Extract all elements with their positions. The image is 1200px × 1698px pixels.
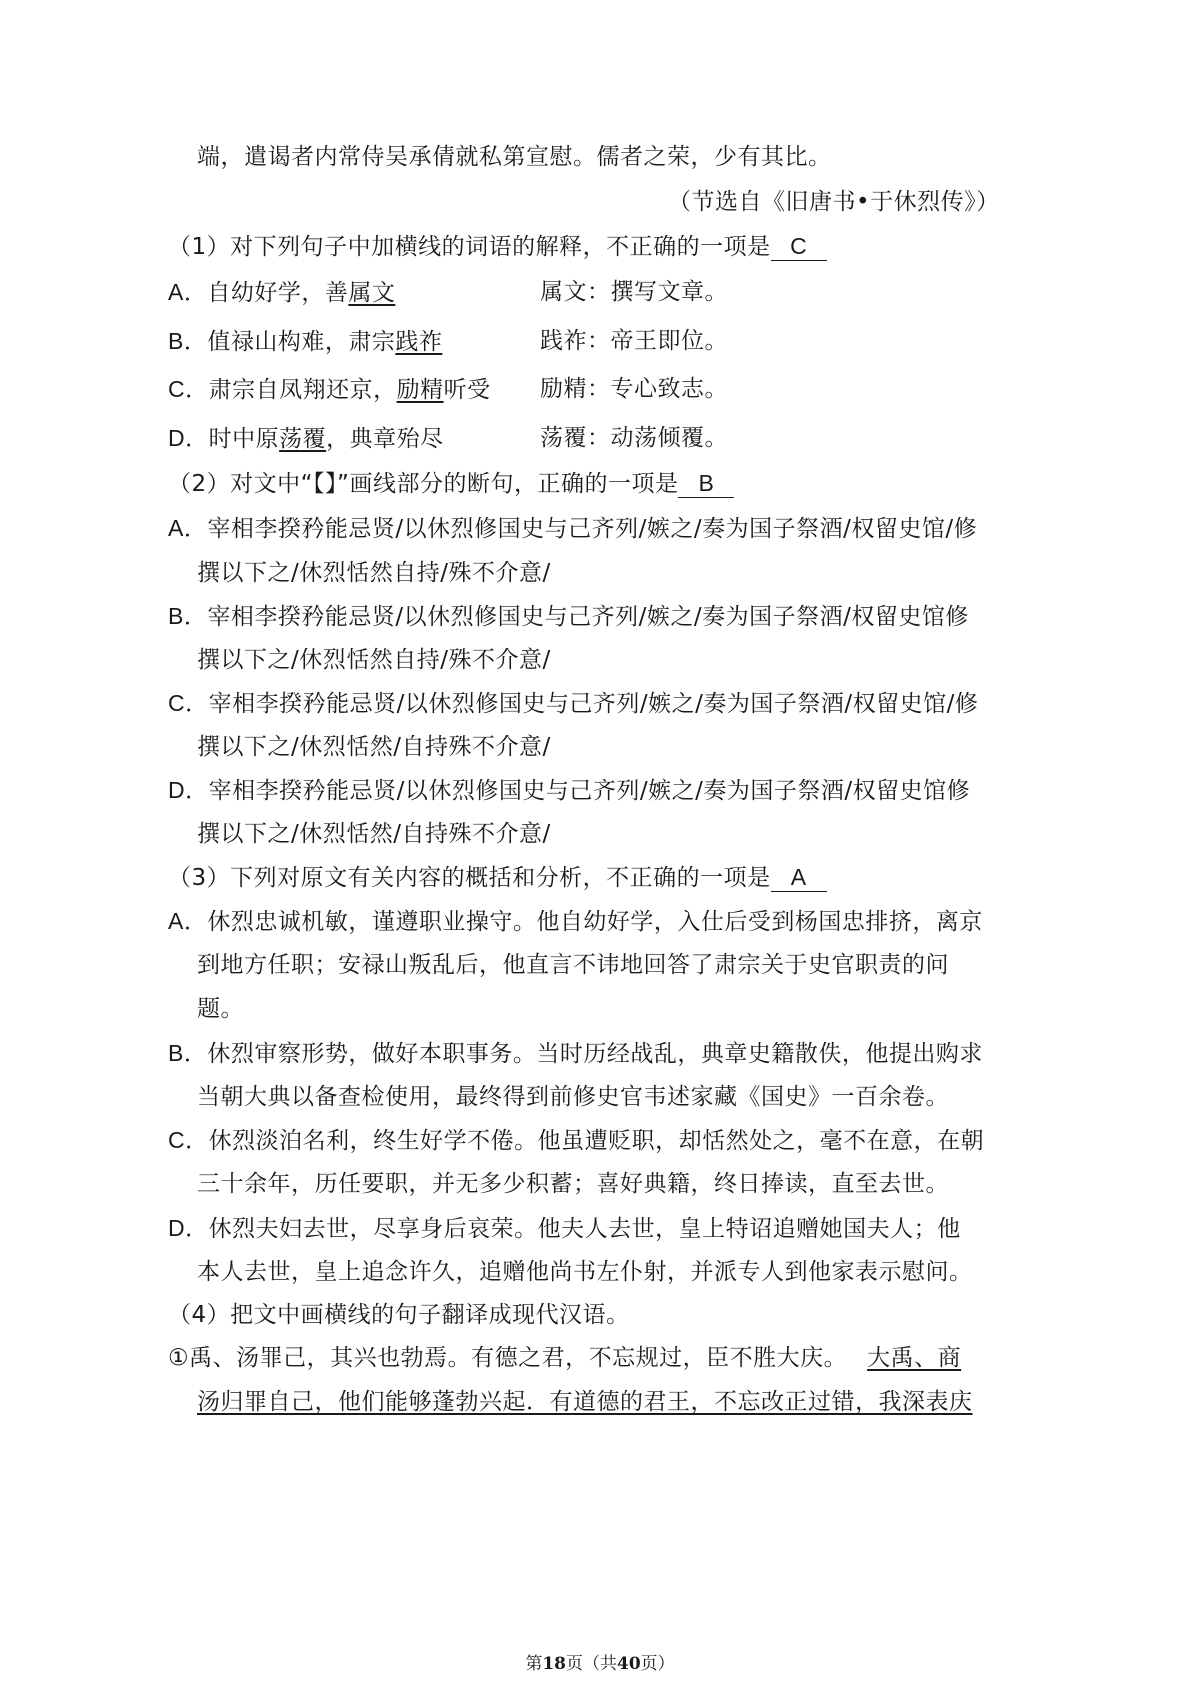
page-footer xyxy=(0,1653,1200,1675)
option-letter: D． xyxy=(168,777,209,803)
footer-page-number: 18 xyxy=(542,1654,566,1674)
question-1-stem-text: （1）对下列句子中加横线的词语的解释，不正确的一项是 xyxy=(168,234,771,260)
option-text: 时中原 xyxy=(208,426,280,452)
underlined-word: 励精 xyxy=(396,377,444,403)
option-letter: D． xyxy=(168,1215,209,1241)
question-1-option-a-explanation: 属文：撰写文章。 xyxy=(540,279,728,305)
question-2-option-c xyxy=(168,687,978,720)
question-3-stem-text: （3）下列对原文有关内容的概括和分析，不正确的一项是 xyxy=(168,865,771,891)
question-2-option-b xyxy=(168,600,969,633)
option-letter: B． xyxy=(168,603,208,629)
question-2-option-a-cont: 撰以下之/休烈恬然自持/殊不介意/ xyxy=(197,560,551,586)
option-text: 肃宗自凤翔还京， xyxy=(208,377,397,403)
option-text: 休烈忠诚机敏，谨遵职业操守。他自幼好学，入仕后受到杨国忠排挤，离京 xyxy=(207,909,983,935)
passage-source: （节选自《旧唐书•于休烈传》） xyxy=(668,189,1000,215)
item-1-sentence: ①禹、汤罪己，其兴也勃焉。有德之君，不忘规过，臣不胜大庆。 xyxy=(168,1345,848,1371)
option-letter: B． xyxy=(168,1040,208,1066)
question-1-option-d xyxy=(168,422,444,455)
question-2-option-d-cont: 撰以下之/休烈恬然/自持殊不介意/ xyxy=(197,821,551,847)
question-3-option-a-cont: 到地方任职；安禄山叛乱后，他直言不讳地回答了肃宗关于史官职责的问 xyxy=(197,952,949,978)
question-1-answer: C xyxy=(771,232,827,261)
footer-pre: 第 xyxy=(525,1654,543,1674)
question-3-option-d-cont: 本人去世，皇上追念许久，追赠他尚书左仆射，并派专人到他家表示慰问。 xyxy=(197,1259,973,1285)
question-1-option-d-explanation: 荡覆：动荡倾覆。 xyxy=(540,425,728,451)
question-3-option-b-cont: 当朝大典以备查检使用，最终得到前修史官韦述家藏《国史》一百余卷。 xyxy=(197,1084,949,1110)
question-2-option-d xyxy=(168,774,970,807)
question-2-option-c-cont: 撰以下之/休烈恬然/自持殊不介意/ xyxy=(197,734,551,760)
question-2-answer: B xyxy=(678,469,734,498)
option-letter: A． xyxy=(168,515,208,541)
option-letter: C． xyxy=(168,376,209,402)
question-2-stem xyxy=(168,468,734,500)
option-letter: C． xyxy=(168,690,209,716)
question-4-stem: （4）把文中画横线的句子翻译成现代汉语。 xyxy=(168,1302,630,1328)
option-text: 休烈淡泊名利，终生好学不倦。他虽遭贬职，却恬然处之，毫不在意，在朝 xyxy=(208,1128,985,1154)
option-text-post: 听受 xyxy=(443,377,491,403)
option-text: 宰相李揆矜能忌贤/以休烈修国史与己齐列/嫉之/奏为国子祭酒/权留史馆修 xyxy=(207,604,969,630)
question-1-stem xyxy=(168,231,827,263)
option-letter: A． xyxy=(168,908,208,934)
footer-post: 页） xyxy=(640,1654,675,1674)
item-1-translation: 大禹、商 xyxy=(867,1345,962,1371)
question-3-option-b xyxy=(168,1037,983,1070)
question-2-option-a xyxy=(168,512,977,545)
question-4-item-1 xyxy=(168,1342,961,1374)
option-text: 休烈夫妇去世，尽享身后哀荣。他夫人去世，皇上特诏追赠她国夫人；他 xyxy=(208,1216,961,1242)
question-3-option-c xyxy=(168,1124,984,1157)
underlined-word: 荡覆 xyxy=(279,426,327,452)
option-letter: D． xyxy=(168,425,209,451)
footer-mid: 页（共 xyxy=(566,1654,617,1674)
question-3-option-a-cont2: 题。 xyxy=(197,996,244,1022)
question-1-option-b xyxy=(168,325,442,358)
question-3-option-d xyxy=(168,1212,961,1245)
option-text: 自幼好学，善 xyxy=(207,280,349,306)
question-1-option-b-explanation: 践祚：帝王即位。 xyxy=(540,328,728,354)
option-letter: B． xyxy=(168,328,208,354)
question-2-stem-text: （2）对文中“【】”画线部分的断句，正确的一项是 xyxy=(168,471,679,497)
item-1-translation-cont: 汤归罪自己，他们能够蓬勃兴起．有道德的君王，不忘改正过错，我深表庆 xyxy=(197,1389,973,1415)
option-letter: A． xyxy=(168,279,208,305)
underlined-word: 践祚 xyxy=(395,329,443,355)
underlined-word: 属文 xyxy=(348,280,396,306)
option-text: 宰相李揆矜能忌贤/以休烈修国史与己齐列/嫉之/奏为国子祭酒/权留史馆/修 xyxy=(207,516,978,542)
option-text-post: ，典章殆尽 xyxy=(326,426,444,452)
question-3-option-a xyxy=(168,905,983,938)
question-3-stem xyxy=(168,862,827,894)
question-2-option-b-cont: 撰以下之/休烈恬然自持/殊不介意/ xyxy=(197,647,551,673)
question-3-answer: A xyxy=(771,863,827,892)
option-text: 宰相李揆矜能忌贤/以休烈修国史与己齐列/嫉之/奏为国子祭酒/权留史馆/修 xyxy=(208,691,979,717)
question-1-option-c xyxy=(168,373,491,406)
question-1-option-c-explanation: 励精：专心致志。 xyxy=(540,376,728,402)
option-text: 值禄山构难，肃宗 xyxy=(207,329,396,355)
passage-line: 端，遣谒者内常侍吴承倩就私第宣慰。儒者之荣，少有其比。 xyxy=(197,144,832,170)
option-text: 休烈审察形势，做好本职事务。当时历经战乱，典章史籍散佚，他提出购求 xyxy=(207,1041,983,1067)
footer-total-pages: 40 xyxy=(617,1654,641,1674)
option-text: 宰相李揆矜能忌贤/以休烈修国史与己齐列/嫉之/奏为国子祭酒/权留史馆修 xyxy=(208,778,971,804)
option-letter: C． xyxy=(168,1127,209,1153)
question-1-option-a xyxy=(168,276,395,309)
question-3-option-c-cont: 三十余年，历任要职，并无多少积蓄；喜好典籍，终日捧读，直至去世。 xyxy=(197,1171,949,1197)
